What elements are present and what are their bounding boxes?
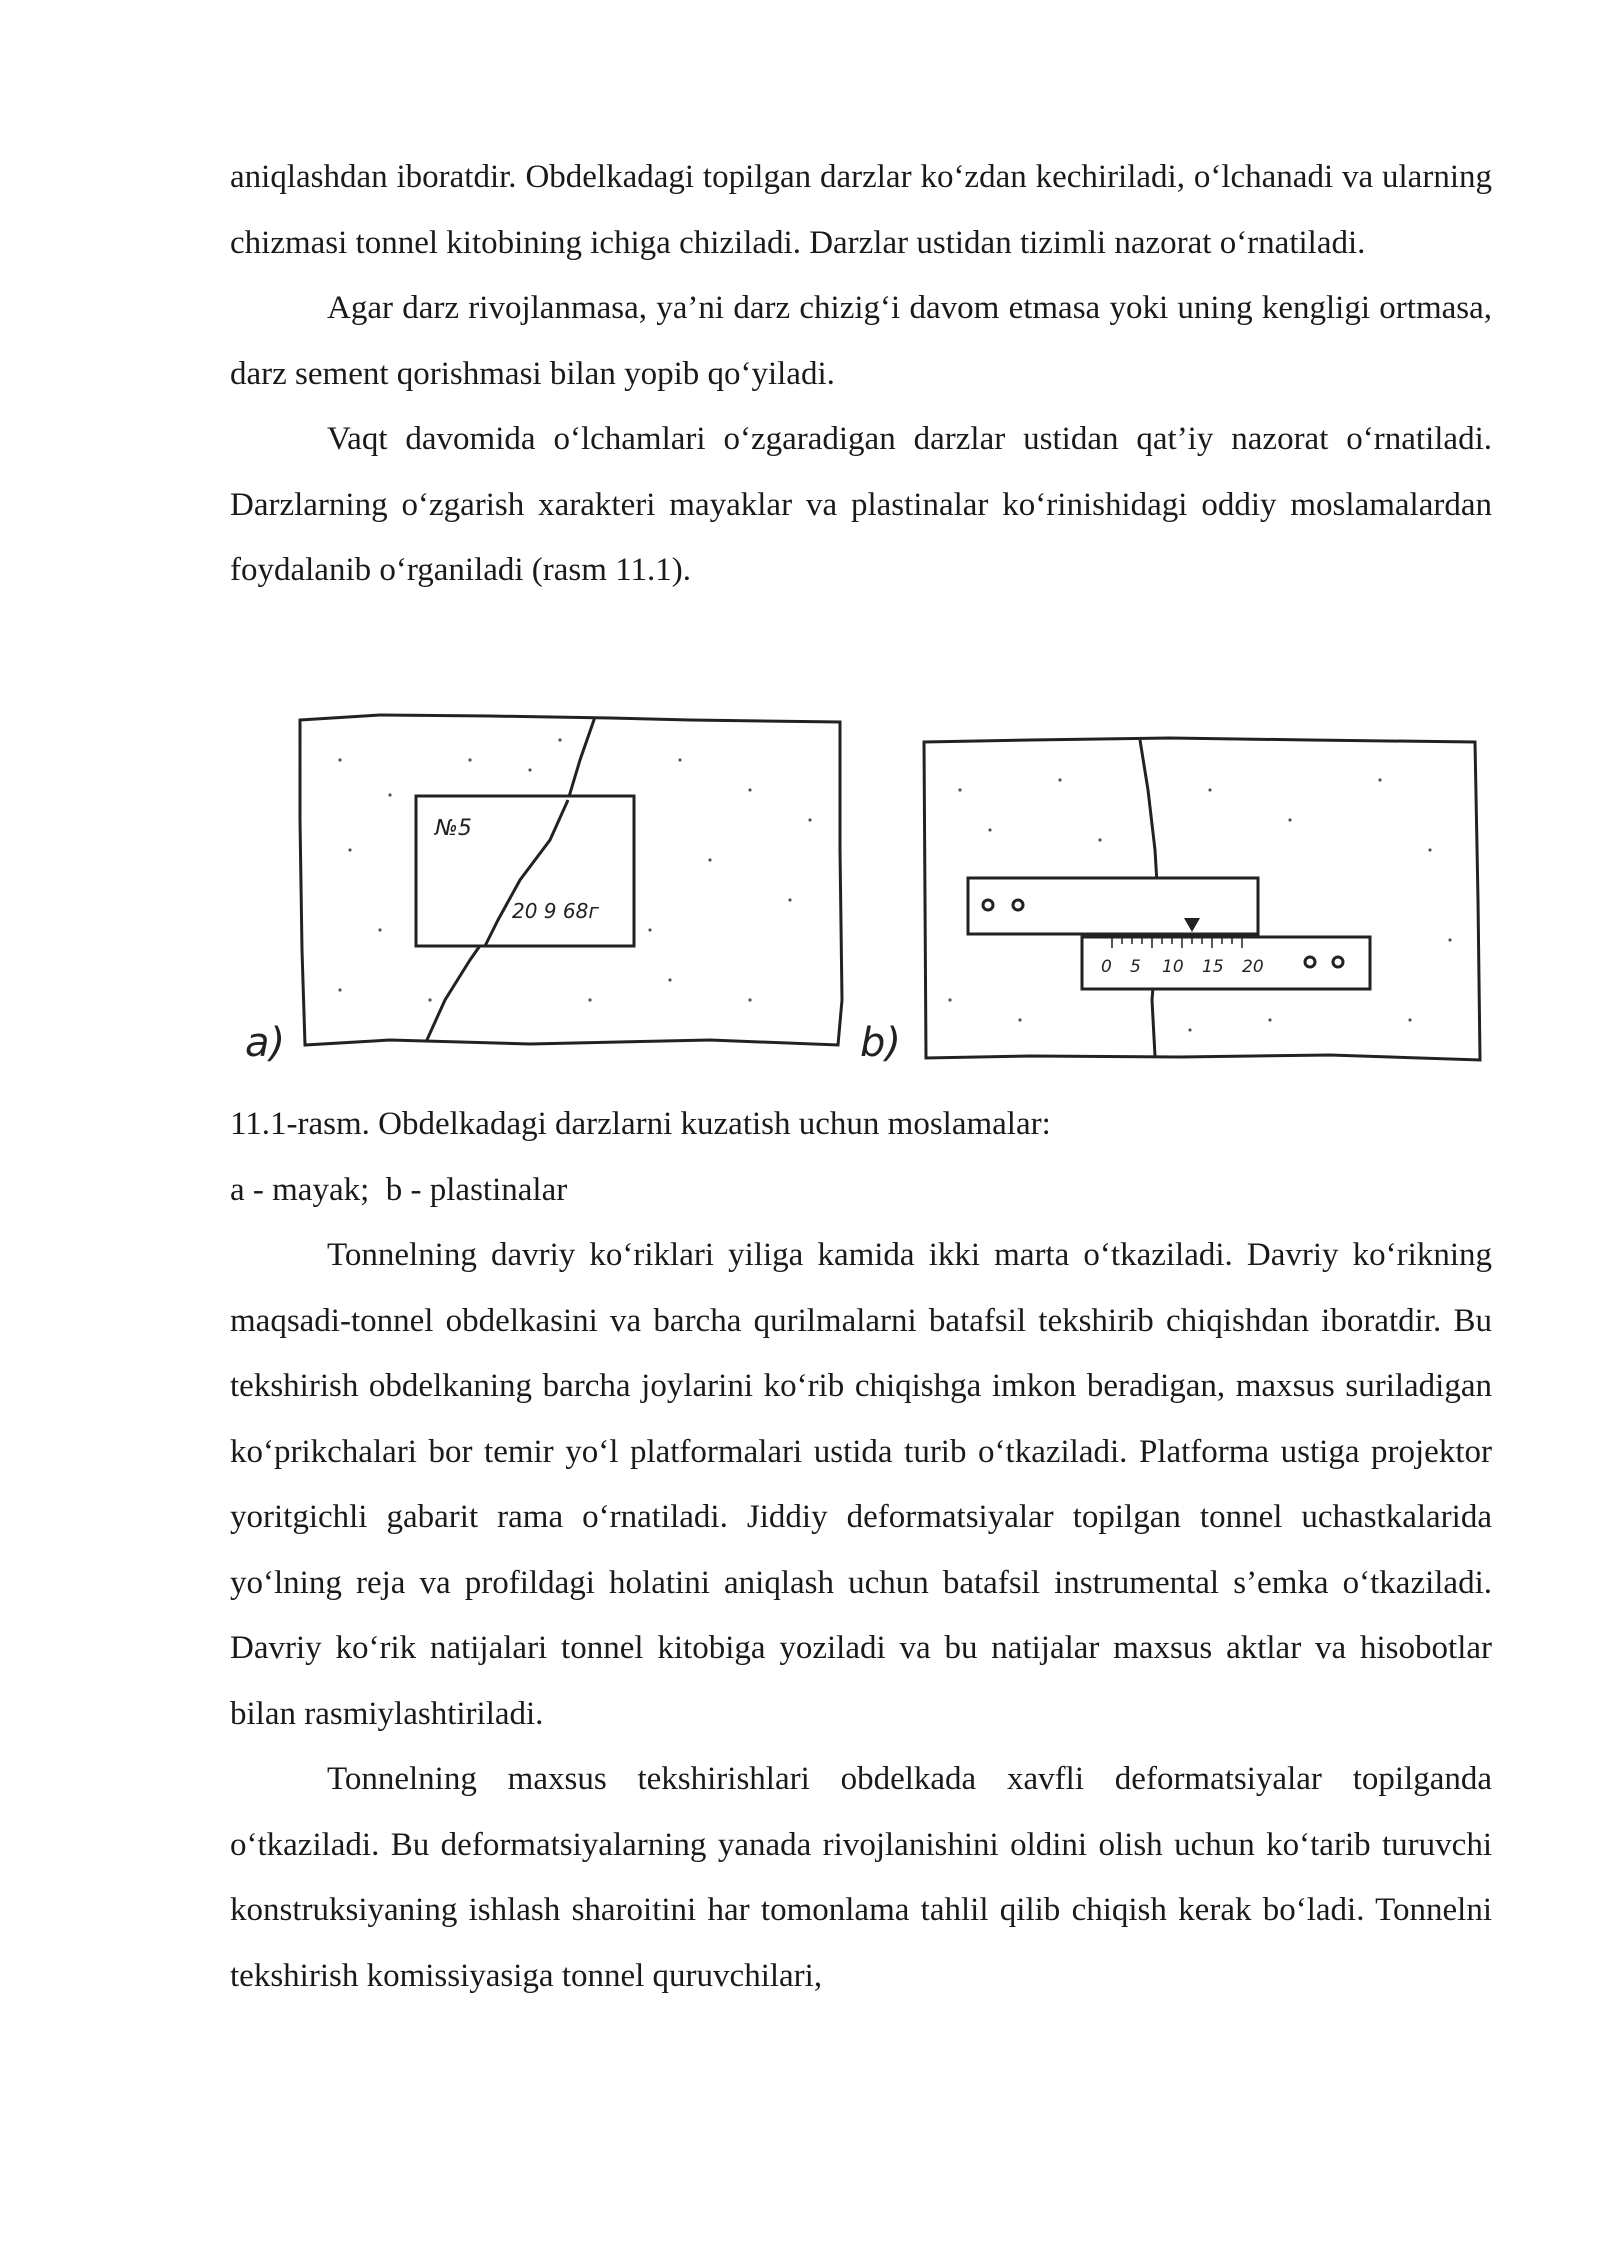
paragraph-crack-sealing: Agar darz rivojlanmasa, ya’ni darz chizig‘i davom etmasa yoki uning kengligi ortmasa, darz sement qorishmasi bilan yopib qo‘yiladi.: [230, 290, 1492, 392]
scale-tick-5: 5: [1130, 957, 1141, 977]
lower-plate: [1082, 937, 1370, 989]
figure-11-1: [230, 700, 1492, 1080]
figure-drawing: [230, 700, 1492, 1080]
scale-tick-20: 20: [1242, 957, 1264, 977]
beacon-number: №5: [435, 816, 472, 841]
panel-a: [300, 715, 842, 1045]
scale-tick-15: 15: [1202, 957, 1224, 977]
figure-caption-legend: a - mayak; b - plastinalar: [230, 1171, 568, 1208]
scale-tick-0: 0: [1101, 957, 1112, 977]
paragraph-crack-monitoring: Vaqt davomida o‘lchamlari o‘zgaradigan darzlar ustidan qat’iy nazorat o‘rnatiladi. Darzlarning o‘zgarish xarakteri mayaklar va plastinalar ko‘rinishidagi oddiy moslamalardan foydalanib o‘rganiladi (rasm 11.1).: [230, 421, 1492, 588]
panel-b-label: b): [860, 1020, 901, 1066]
panel-b: [924, 738, 1480, 1060]
scale-tick-10: 10: [1162, 957, 1184, 977]
figure-caption-title: 11.1-rasm. Obdelkadagi darzlarni kuzatish uchun moslamalar:: [230, 1106, 1051, 1142]
paragraph-periodic-inspection: Tonnelning davriy ko‘riklari yiliga kamida ikki marta o‘tkaziladi. Davriy ko‘rikning maqsadi-tonnel obdelkasini va barcha qurilmalarni batafsil tekshirib chiqishdan iboratdir. Bu tekshirish obdelkaning barcha joylarini ko‘rib chiqishga imkon beradigan, maxsus suriladigan ko‘prikchalari bor temir yo‘l platformalari ustida turib o‘tkaziladi. Platforma ustiga projektor yoritgichli gabarit rama o‘rnatiladi. Jiddiy deformatsiyalar topilgan tonnel uchastkalarida yo‘lning reja va profildagi holatini aniqlash uchun batafsil instrumental s’emka o‘tkaziladi. Davriy ko‘rik natijalari tonnel kitobiga yoziladi va bu natijalar maxsus aktlar va hisobotlar bilan rasmiylashtiriladi.: [230, 1237, 1492, 1732]
paragraph-continuation: aniqlashdan iboratdir. Obdelkadagi topilgan darzlar ko‘zdan kechiriladi, o‘lchanadi va ularning chizmasi tonnel kitobining ichiga chiziladi. Darzlar ustidan tizimli nazorat o‘rnatiladi.: [230, 159, 1492, 261]
bottom-text-block: [230, 1092, 1492, 2009]
paragraph-special-inspection: Tonnelning maxsus tekshirishlari obdelkada xavfli deformatsiyalar topilganda o‘tkaziladi. Bu deformatsiyalarning yanada rivojlanishini oldini olish uchun ko‘tarib turuvchi konstruksiyaning ishlash sharoitini har tomonlama tahlil qilib chiqish kerak bo‘ladi. Tonnelni tekshirish komissiyasiga tonnel quruvchilari,: [230, 1761, 1492, 1994]
upper-plate: [968, 878, 1258, 934]
beacon-date: 20 9 68г: [512, 899, 599, 923]
panel-a-label: a): [245, 1020, 286, 1066]
top-text-block: [230, 145, 1492, 604]
